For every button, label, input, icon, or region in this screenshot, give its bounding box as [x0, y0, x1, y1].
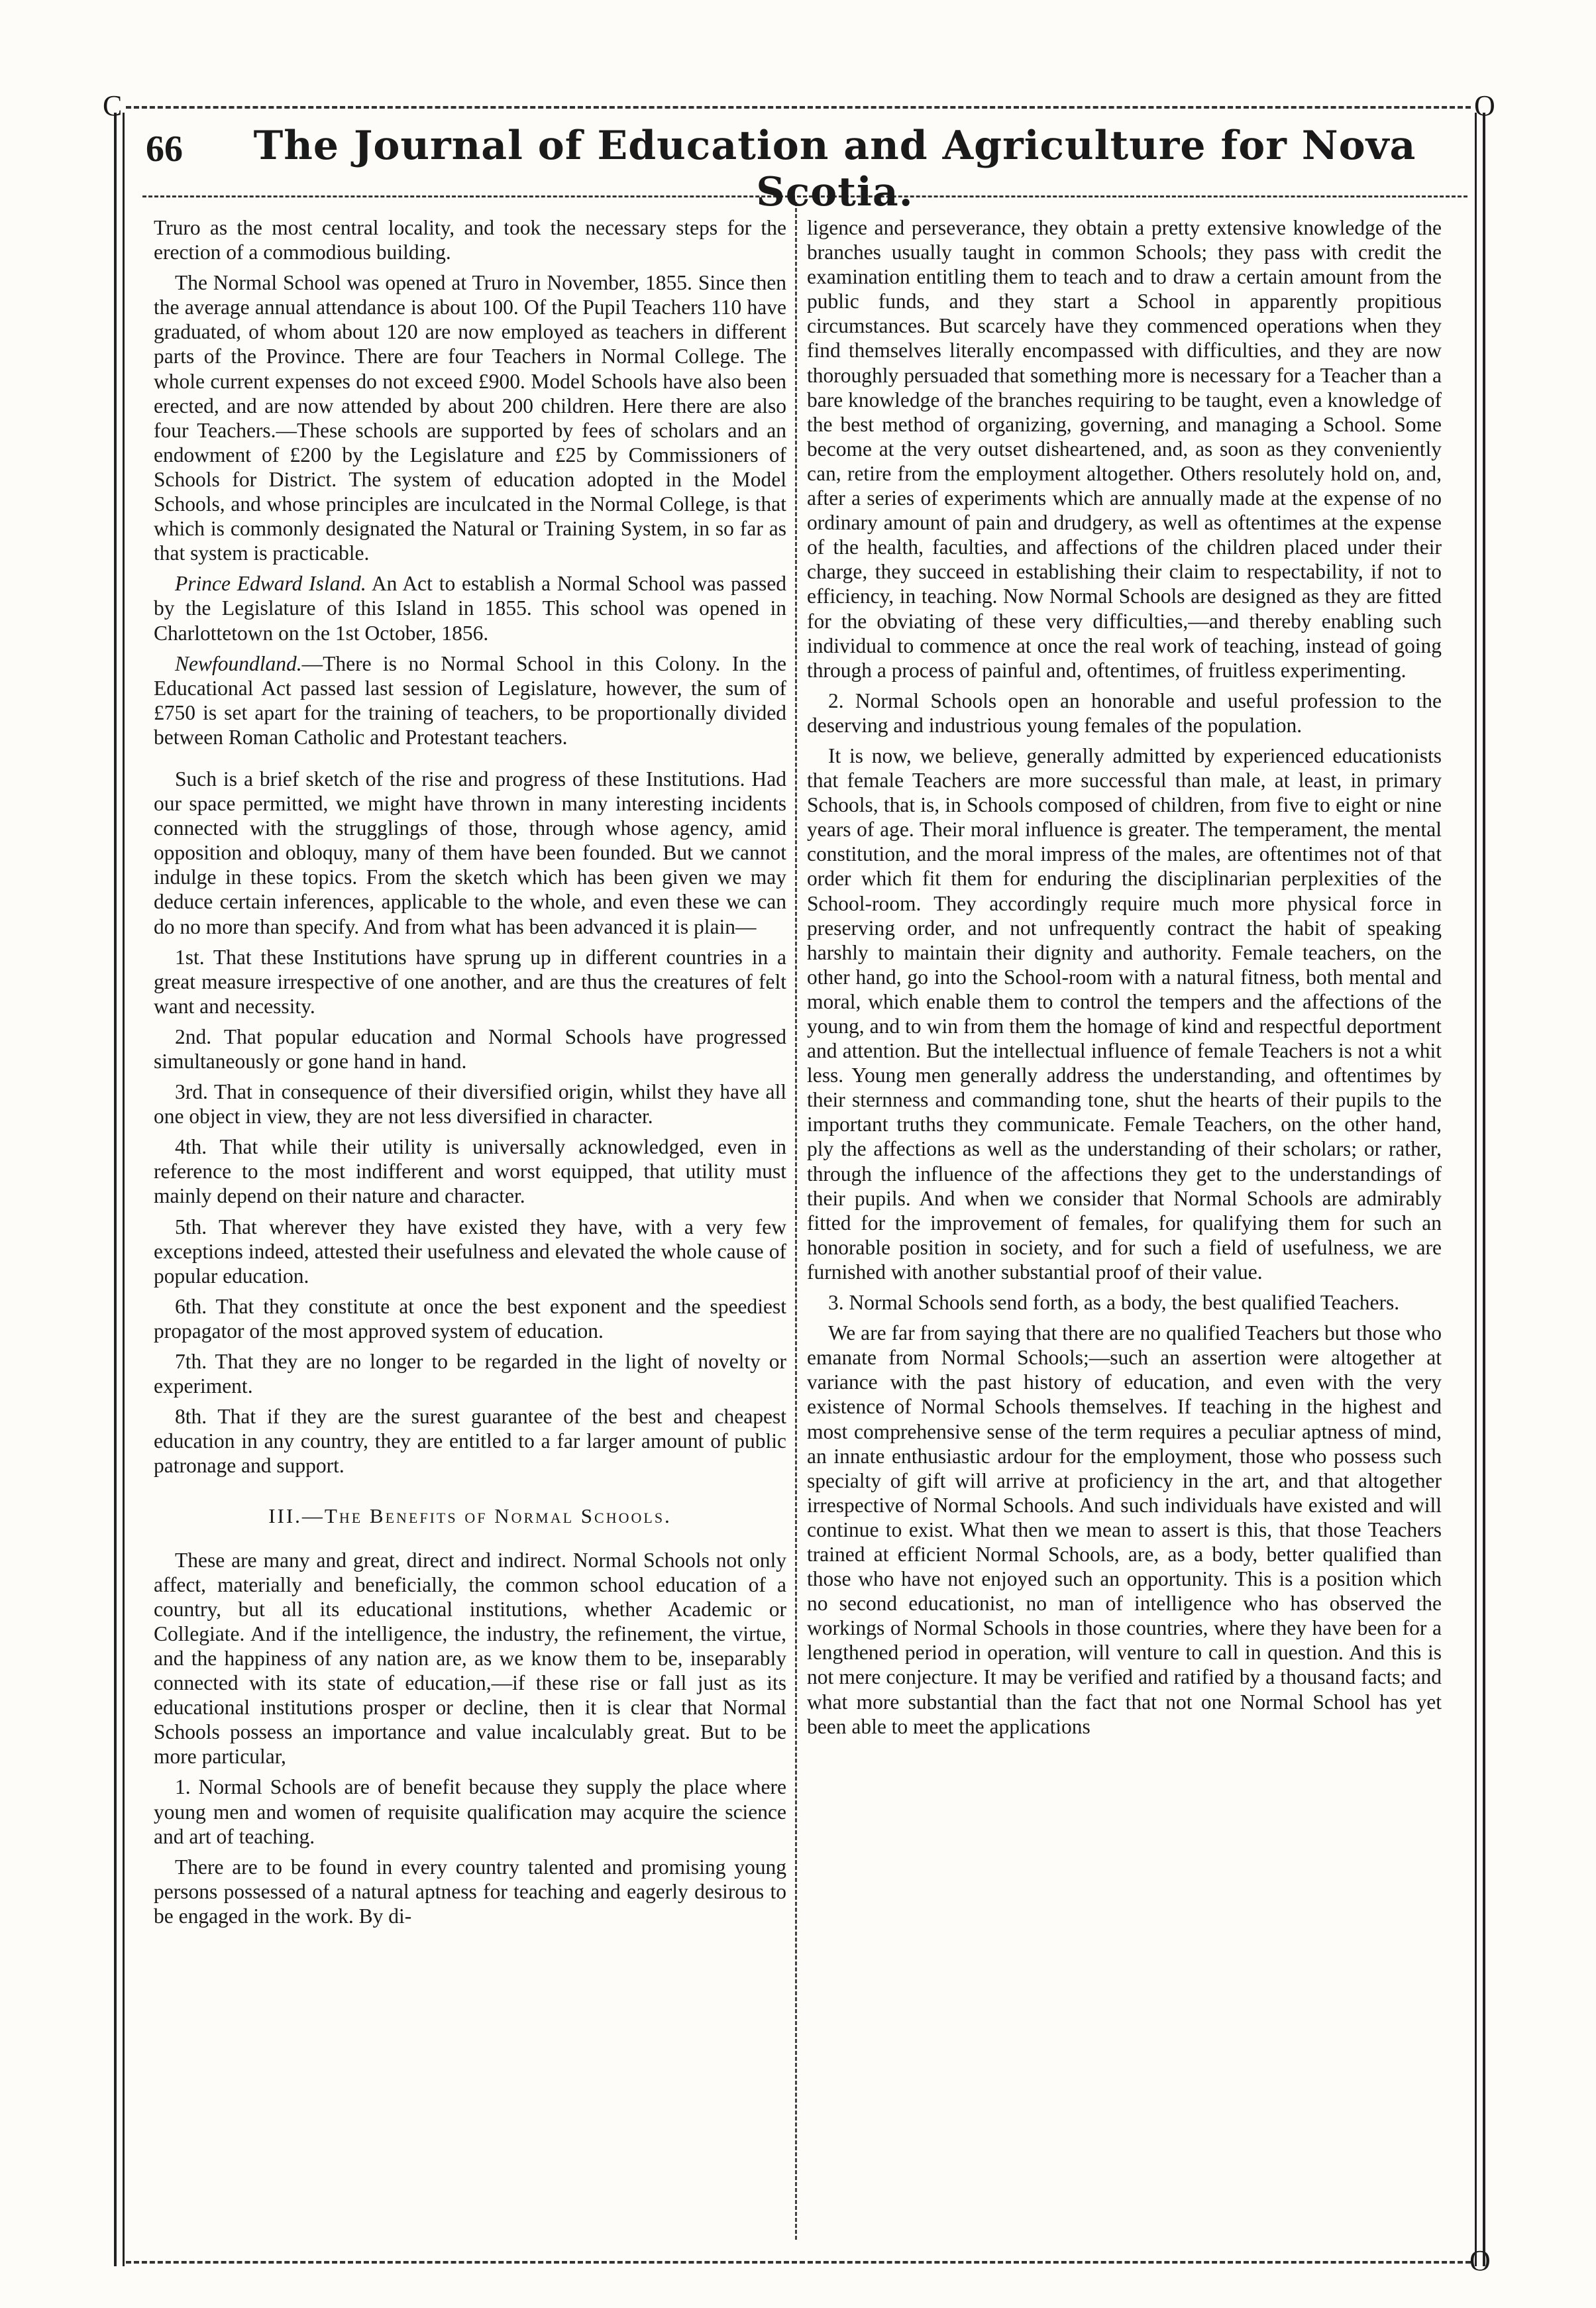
- paragraph: [154, 651, 786, 749]
- page-number: 66: [146, 129, 183, 170]
- top-left-ornament: C: [103, 89, 123, 122]
- numbered-benefit: 2. Normal Schools open an honorable and useful profession to the deserving and industrious young females of the population.: [807, 688, 1442, 737]
- top-right-ornament: O: [1474, 89, 1495, 122]
- paragraph: We are far from saying that there are no qualified Teachers but those who emanate from Normal Schools;—such an assertion were altogether at variance with the past history of education, and even with the very existence of Normal Schools themselves. If teaching in the highest and most comprehensive sense of the term requires a peculiar aptness of mind, an innate enthusiastic ardour for the employment, those who possess such specialty of gift will arrive at proficiency in the art, and that altogether irrespective of Normal Schools. And such individuals have existed and will continue to exist. What then we mean to assert is this, that those Teachers trained at efficient Normal Schools, are, as a body, better qualified than those who have not enjoyed such an opportunity. This is a position which no second educationist, no man of intelligence who has observed the workings of Normal Schools in those countries, where they have been for a lengthened period in operation, will venture to call in question. And this is not mere conjecture. It may be verified and ratified by a thousand facts; and what more substantial than the fact that not one Normal School has yet been able to meet the applications: [807, 1321, 1442, 1738]
- left-border-inner: [123, 113, 125, 2266]
- paragraph-text: An Act to establish a Normal School was passed by the Legislature of this Island in 1855. This school was opened in Charlottetown on the 1st October, 1856.: [154, 572, 786, 645]
- journal-title: The Journal of Education and Agriculture for Nova Scotia.: [253, 123, 1416, 215]
- paragraph: ligence and perseverance, they obtain a pretty extensive knowledge of the branches usually taught in common Schools; they pass with credit the examination entitling them to teach and to draw a certain amount from the public funds, and they start a School in apparently propitious circumstances. But scarcely have they commenced operations when they find themselves literally encompassed with difficulties, and they are now thoroughly persuaded that something more is necessary for a Teacher than a bare knowledge of the branches requiring to be taught, even a knowledge of the best method of organizing, governing, and managing a School. Some become at the very outset disheartened, and, as soon as they conveniently can, retire from the employment altogether. Others resolutely hold on, and, after a series of experiments which are annually made at the expense of no ordinary amount of pain and drudgery, as well as oftentimes at the expense of the health, faculties, and affections of the children placed under their charge, they succeed in establishing their claim to respectability, if not to efficiency, in teaching. Now Normal Schools are designed as they are fitted for the obviating of these very difficulties,—and thereby enabling such individual to commence at once the real work of teaching, instead of going through a process of painful and, oftentimes, of fruitless experimenting.: [807, 216, 1442, 682]
- paragraph: Such is a brief sketch of the rise and progress of these Institutions. Had our space permitted, we might have thrown in many interesting incidents connected with the strugglings of those, through whose agency, amid opposition and obloquy, many of them have been founded. But we cannot indulge in these topics. From the sketch which has been given we may deduce certain inferences, applicable to the whole, and even these we can do no more than specify. And from what has been advanced it is plain—: [154, 767, 786, 938]
- place-heading: Newfoundland.: [175, 651, 302, 675]
- paragraph: It is now, we believe, generally admitted by experienced educationists that female Teachers are more successful than male, at least, in primary Schools, that is, in Schools composed of children, from five to eight or nine years of age. Their moral influence is greater. The temperament, the mental constitution, and the moral impress of the males, are oftentimes not of that order which fit them for enduring the disciplinarian perplexities of the School-room. They accordingly require much more physical force in preserving order, and not unfrequently contract the habit of speaking harshly to maintain their dignity and authority. Female teachers, on the other hand, go into the School-room with a natural fitness, both mental and moral, which enable them to control the tempers and the affections of the young, and to win from them the homage of kind and respectful deportment and attention. But the intellectual influence of female Teachers is not a whit less. Young men generally address the understanding, and oftentimes by their sternness and commanding tone, shut the hearts of their pupils to the important truths they communicate. Female Teachers, on the other hand, ply the affections as well as the understanding of their scholars; or rather, through the influence of the affections they get to the understandings of their pupils. And when we consider that Normal Schools are admirably fitted for the improvement of females, for qualifying them for such an honorable position in society, and for such a field of usefulness, we are furnished with another substantial proof of their value.: [807, 743, 1442, 1284]
- page-header: [146, 123, 1464, 215]
- numbered-benefit: 3. Normal Schools send forth, as a body, the best qualified Teachers.: [828, 1291, 1400, 1315]
- paragraph: There are to be found in every country talented and promising young persons possessed of a natural aptness for teaching and eagerly desirous to be engaged in the work. By di-: [154, 1855, 786, 1928]
- right-column: [807, 215, 1442, 2240]
- paragraph: The Normal School was opened at Truro in November, 1855. Since then the average annual attendance is about 100. Of the Pupil Teachers 110 have graduated, of whom about 120 are now employed as teachers in different parts of the Province. There are four Teachers in Normal College. The whole current expenses do not exceed £900. Model Schools have also been erected, and are now attended by about 200 children. Here there are also four Teachers.—These schools are supported by fees of scholars and an endowment of £200 by the Legislature and £25 by Commissioners of Schools for District. The system of education adopted in the Model Schools, and whose principles are inculcated in the Normal College, is that which is commonly designated the Natural or Training System, in so far as that system is practicable.: [154, 271, 786, 565]
- left-column: [154, 215, 786, 2240]
- paragraph: Truro as the most central locality, and took the necessary steps for the erection of a commodious building.: [154, 216, 786, 264]
- section-heading: III.—The Benefits of Normal Schools.: [268, 1504, 672, 1527]
- numbered-inference: 4th. That while their utility is universally acknowledged, even in reference to the most indifferent and worst equipped, that utility must mainly depend on their nature and character.: [154, 1135, 786, 1208]
- numbered-inference: 2nd. That popular education and Normal Schools have progressed simultaneously or gone hand in hand.: [154, 1024, 786, 1073]
- numbered-inference: 1st. That these Institutions have sprung up in different countries in a great measure irrespective of one another, and are thus the creatures of felt want and necessity.: [154, 945, 786, 1018]
- paragraph: [154, 571, 786, 645]
- paragraph: These are many and great, direct and indirect. Normal Schools not only affect, materially and beneficially, the common school education of a country, but all its educational institutions, whether Academic or Collegiate. And if the intelligence, the industry, the refinement, the virtue, and the happiness of any nation are, as we know them to be, inseparably connected with its state of education,—if these rise or fall just as its educational institutions prosper or decline, then it is clear that Normal Schools possess an importance and value incalculably great. But to be more particular,: [154, 1548, 786, 1769]
- paragraph: 1. Normal Schools are of benefit because they supply the place where young men and women of requisite qualification may acquire the science and art of teaching.: [154, 1775, 786, 1848]
- numbered-inference: 6th. That they constitute at once the best exponent and the speediest propagator of the most approved system of education.: [154, 1294, 786, 1343]
- place-heading: Prince Edward Island.: [175, 572, 366, 596]
- left-border-outer: [114, 113, 117, 2266]
- top-rule: [126, 106, 1471, 109]
- paragraph-text: —There is no Normal School in this Colony. In the Educational Act passed last session of Legislature, however, the sum of £750 is set apart for the training of teachers, to be proportionally divided between Roman Catholic and Protestant teachers.: [154, 651, 786, 749]
- bottom-right-ornament: O: [1469, 2244, 1491, 2277]
- column-divider: [795, 202, 797, 2240]
- right-border-outer: [1483, 113, 1485, 2266]
- bottom-rule: [126, 2261, 1471, 2264]
- numbered-inference: 7th. That they are no longer to be regarded in the light of novelty or experiment.: [154, 1350, 786, 1398]
- numbered-inference: 8th. That if they are the surest guarantee of the best and cheapest education in any country, they are entitled to a far larger amount of public patronage and support.: [154, 1405, 786, 1478]
- numbered-inference: 3rd. That in consequence of their diversified origin, whilst they have all one object in view, they are not less diversified in character.: [154, 1080, 786, 1128]
- right-border-inner: [1475, 113, 1477, 2266]
- numbered-inference: 5th. That wherever they have existed they have, with a very few exceptions indeed, attested their usefulness and elevated the whole cause of popular education.: [154, 1215, 786, 1288]
